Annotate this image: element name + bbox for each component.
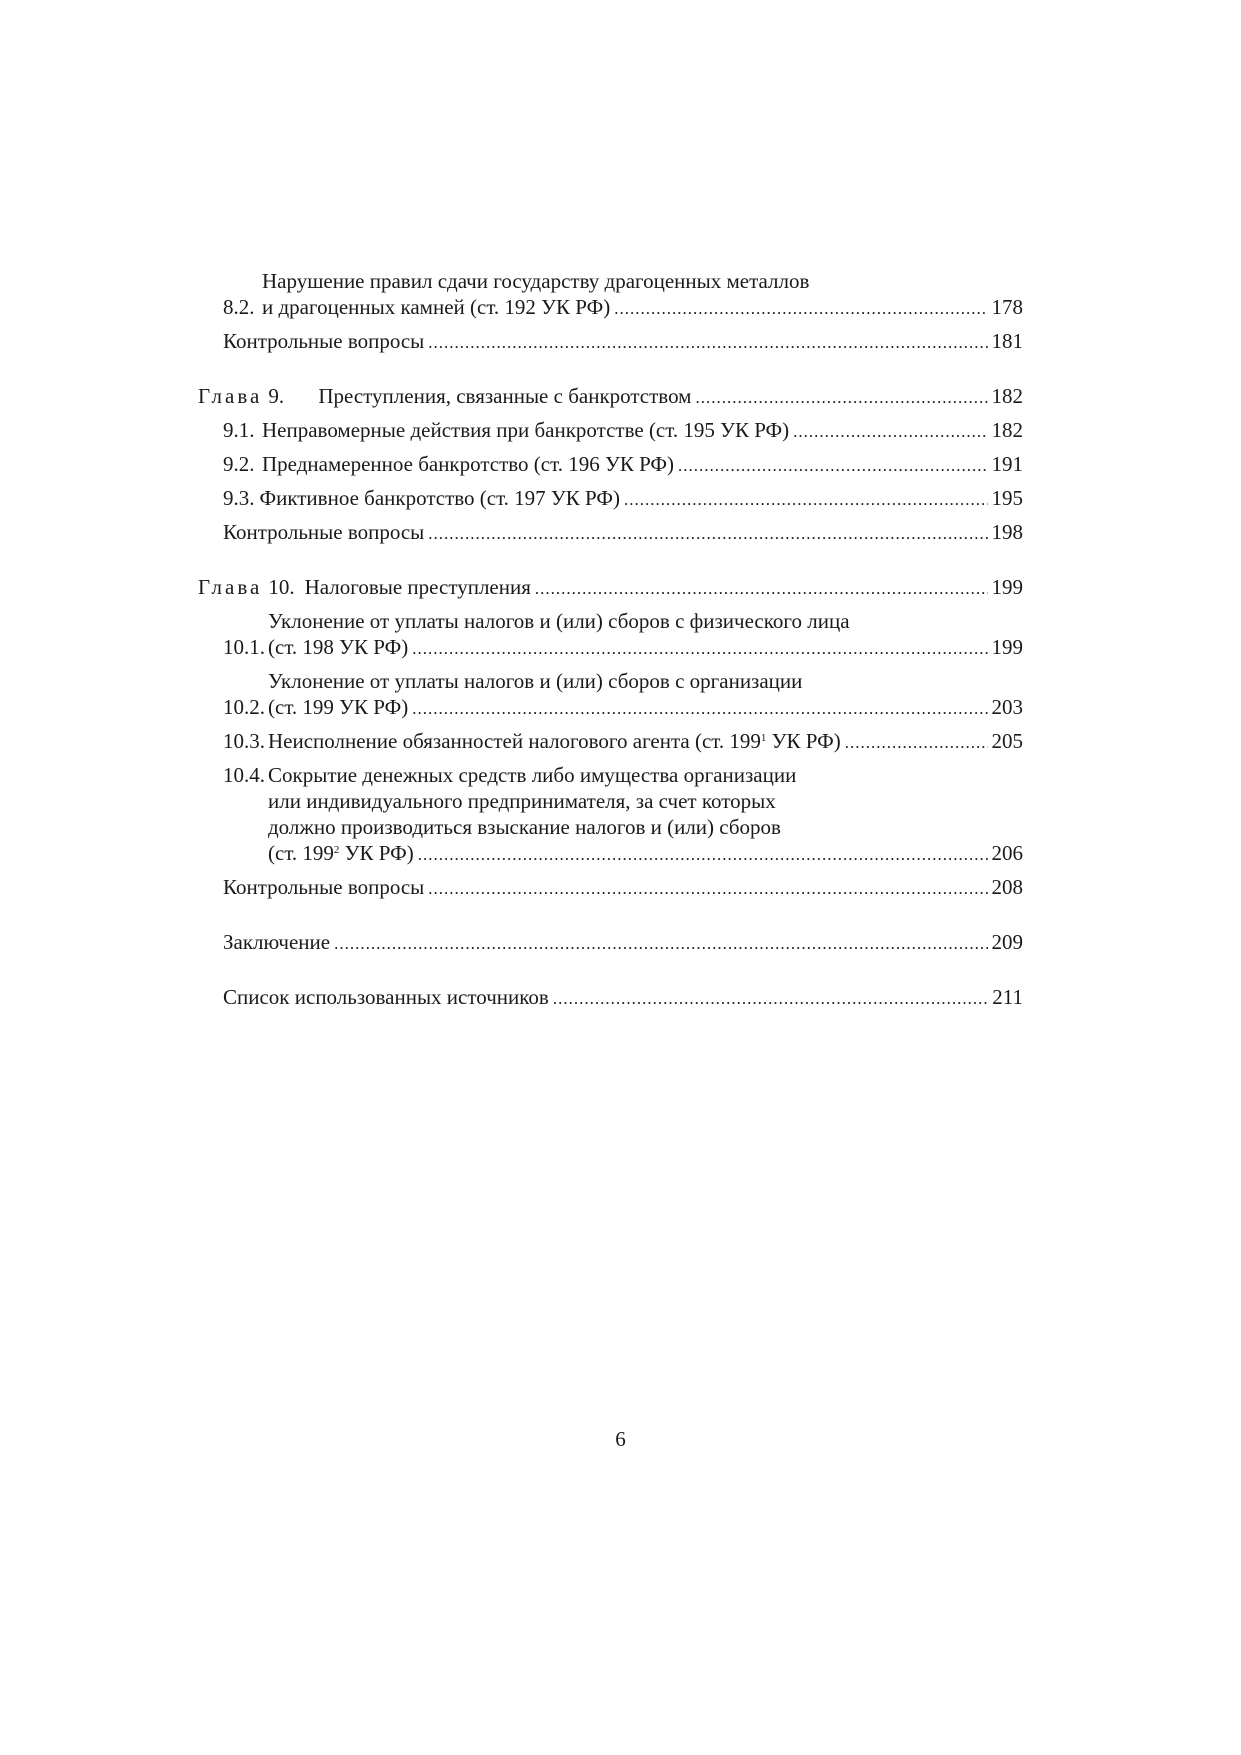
entry-title-line: Нарушение правил сдачи государству драгоценных металлов [262, 269, 810, 293]
toc-entry-sources[interactable] [223, 984, 1023, 1010]
entry-number: 10.2. [223, 695, 265, 719]
dot-leader [845, 732, 988, 754]
toc-entry-9-2[interactable] [223, 451, 1023, 477]
entry-number: 10.3. [223, 729, 265, 753]
entry-title-line: (ст. 199 УК РФ) [268, 695, 409, 719]
entry-title: Контрольные вопросы [223, 329, 425, 353]
entry-title-line: должно производиться взыскание налогов и (или) сборов [268, 815, 781, 839]
entry-title-line: Уклонение от уплаты налогов и (или) сборов с физического лица [268, 609, 850, 633]
page-ref: 205 [991, 729, 1023, 753]
toc-entry-10-4[interactable] [223, 762, 1023, 866]
dot-leader [428, 878, 987, 900]
entry-title: Неправомерные действия при банкротстве (ст. 195 УК РФ) [262, 418, 790, 442]
entry-title: Контрольные вопросы [223, 875, 425, 899]
toc-chapter-10[interactable] [198, 574, 1023, 600]
page-ref: 209 [991, 930, 1023, 954]
entry-title: Фиктивное банкротство (ст. 197 УК РФ) [259, 486, 620, 510]
entry-title-line: Сокрытие денежных средств либо имущества организации [268, 763, 797, 787]
page-ref: 203 [991, 695, 1023, 719]
entry-title: Неисполнение обязанностей налогового агента (ст. $199^1$ УК РФ) [268, 729, 841, 753]
toc-entry-10-3[interactable] [223, 728, 1023, 754]
entry-title: Заключение [223, 930, 331, 954]
entry-title: Преднамеренное банкротство (ст. 196 УК РФ) [262, 452, 675, 476]
entry-title-line: (ст. $199^2$ УК РФ) [268, 841, 414, 865]
toc-entry-9-3[interactable] [223, 485, 1023, 511]
table-of-contents [198, 268, 1023, 1010]
toc-entry-control-questions[interactable] [223, 874, 1023, 900]
toc-entry-control-questions[interactable] [223, 328, 1023, 354]
entry-number: 9.3. [223, 486, 255, 510]
page-ref: 199 [991, 635, 1023, 659]
page-ref: 211 [992, 985, 1023, 1009]
entry-title: Список использованных источников [223, 985, 549, 1009]
entry-number: 10.4. [223, 763, 265, 787]
chapter-title: Налоговые преступления [304, 575, 531, 599]
dot-leader [535, 578, 988, 600]
toc-entry-conclusion[interactable] [223, 929, 1023, 955]
entry-title-line: (ст. 198 УК РФ) [268, 635, 409, 659]
chapter-number: 10. [268, 575, 295, 599]
chapter-word: Глава [198, 384, 263, 408]
dot-leader [695, 387, 987, 409]
entry-number: 10.1. [223, 635, 265, 659]
page-ref: 198 [991, 520, 1023, 544]
page-ref: 195 [991, 486, 1023, 510]
page-ref: 208 [991, 875, 1023, 899]
page-ref: 206 [991, 841, 1023, 865]
entry-title-line: и драгоценных камней (ст. 192 УК РФ) [262, 295, 611, 319]
dot-leader [624, 489, 988, 511]
page-number: 6 [615, 1427, 626, 1451]
dot-leader [418, 844, 988, 866]
page-ref: 191 [991, 452, 1023, 476]
chapter-number: 9. [268, 384, 285, 408]
dot-leader [334, 933, 987, 955]
page-ref: 182 [991, 418, 1023, 442]
chapter-title: Преступления, связанные с банкротством [318, 384, 692, 408]
dot-leader [412, 638, 987, 660]
toc-entry-8-2[interactable] [223, 268, 1023, 320]
dot-leader [553, 988, 988, 1010]
entry-number: 8.2. [223, 295, 255, 319]
toc-entry-control-questions[interactable] [223, 519, 1023, 545]
page-ref: 178 [991, 295, 1023, 319]
toc-entry-10-1[interactable] [223, 608, 1023, 660]
page-ref: 199 [991, 575, 1023, 599]
dot-leader [428, 332, 987, 354]
toc-entry-10-2[interactable] [223, 668, 1023, 720]
entry-title: Контрольные вопросы [223, 520, 425, 544]
entry-title-line: или индивидуального предпринимателя, за счет которых [268, 789, 776, 813]
page-ref: 181 [991, 329, 1023, 353]
entry-number: 9.2. [223, 452, 255, 476]
entry-title-line: Уклонение от уплаты налогов и (или) сборов с организации [268, 669, 803, 693]
dot-leader [412, 698, 987, 720]
entry-number: 9.1. [223, 418, 255, 442]
page-ref: 182 [991, 384, 1023, 408]
chapter-word: Глава [198, 575, 263, 599]
dot-leader [614, 298, 987, 320]
dot-leader [793, 421, 987, 443]
dot-leader [678, 455, 987, 477]
toc-chapter-9[interactable] [198, 383, 1023, 409]
toc-entry-9-1[interactable] [223, 417, 1023, 443]
dot-leader [428, 523, 987, 545]
